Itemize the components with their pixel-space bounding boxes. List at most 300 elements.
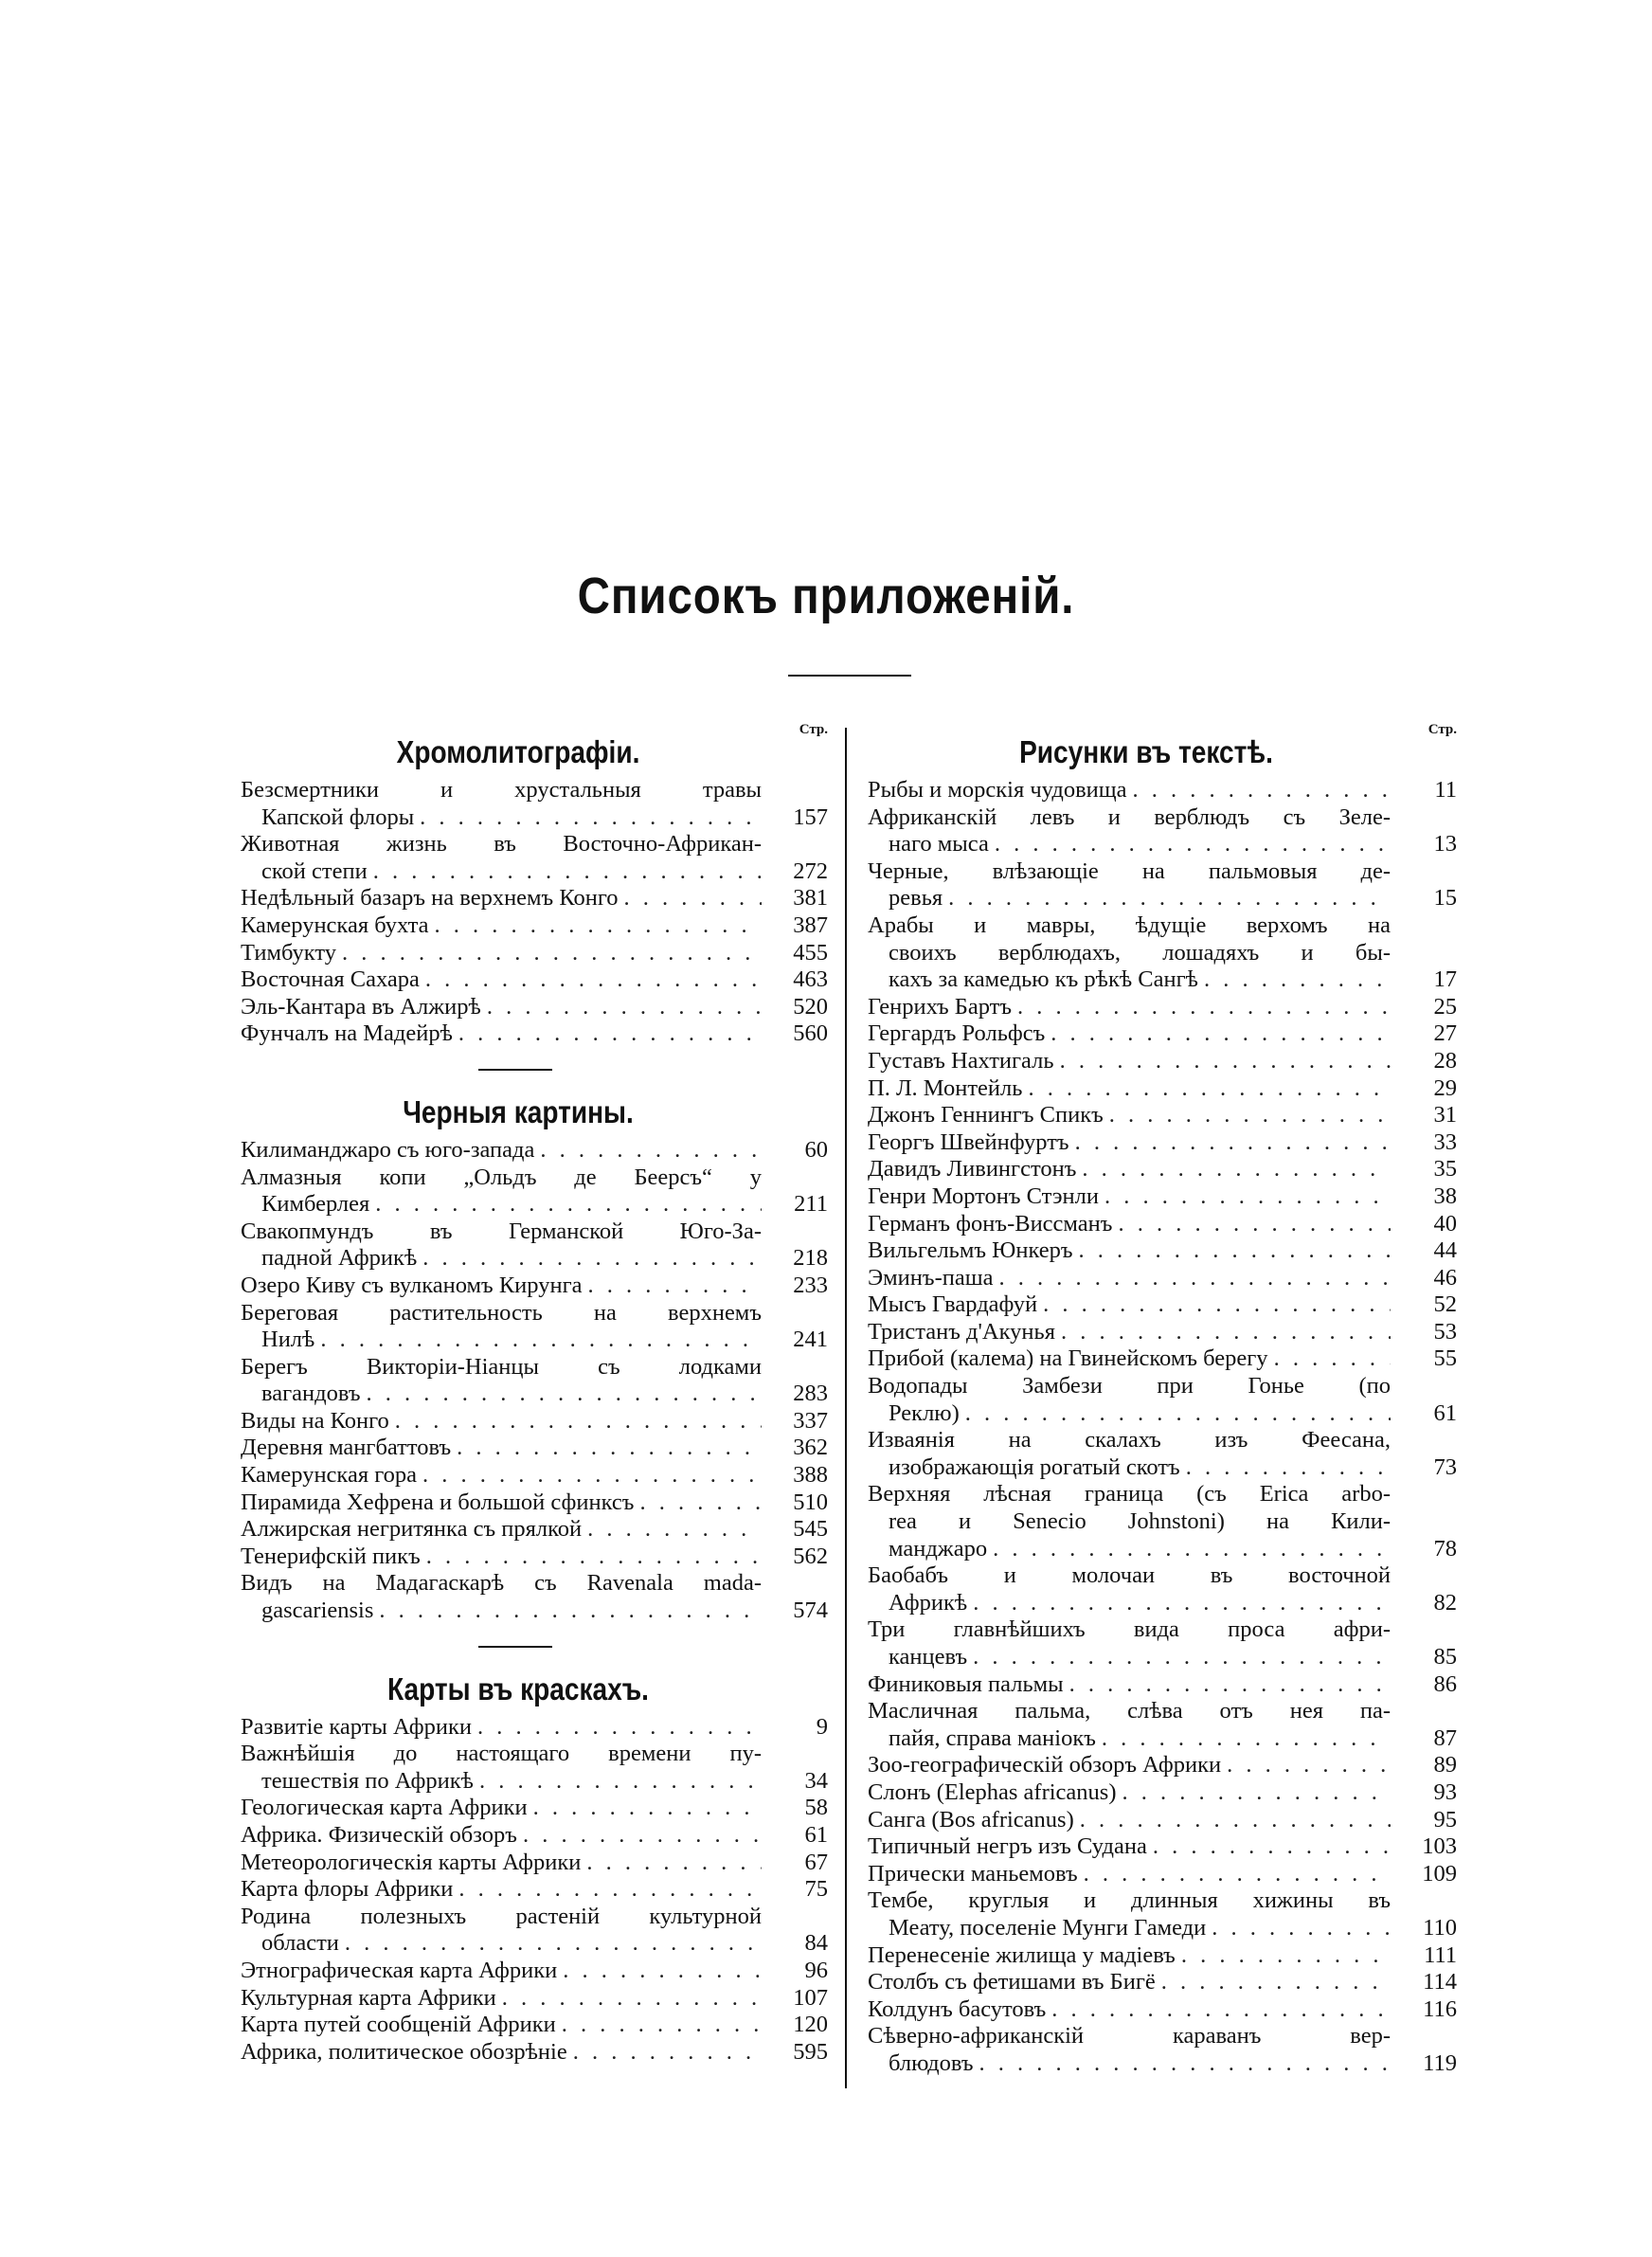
page-number: 111	[1424, 1941, 1457, 1968]
entry-text: Озеро Киву съ вулканомъ Кирунга	[241, 1272, 583, 1298]
dot-leader	[556, 2012, 762, 2039]
entry-text: Генри Мортонъ Стэнли	[868, 1183, 1099, 1209]
entry-line	[241, 1245, 762, 1273]
page-number: 55	[1433, 1345, 1457, 1372]
entry-text: Эль-Кантара въ Алжирѣ	[241, 993, 481, 1020]
entry-line	[868, 1454, 1391, 1482]
toc-entry	[868, 1291, 1457, 1319]
entry-text: Перенесенiе жилища у мадiевъ	[868, 1941, 1176, 1968]
toc-entry	[868, 1942, 1457, 1970]
page-number: 574	[793, 1598, 828, 1624]
entry-text: Масличная пальма, слѣва отъ нея па-	[868, 1698, 1391, 1724]
entry-line	[241, 1408, 762, 1435]
toc-entry	[868, 1616, 1457, 1670]
entry-line	[868, 1698, 1391, 1725]
toc-entry	[868, 1562, 1457, 1616]
entry-text: Важнѣйшiя до настоящаго времени пу-	[241, 1741, 762, 1767]
dot-leader	[389, 1408, 762, 1435]
entry-text: Видъ на Мадагаскарѣ съ Ravenala mada-	[241, 1570, 762, 1597]
page-number: 120	[793, 2012, 828, 2038]
entry-text: Георгъ Швейнфуртъ	[868, 1128, 1069, 1155]
entry-line	[868, 2023, 1391, 2050]
entry-line	[868, 1725, 1391, 1753]
toc-entry	[868, 1373, 1457, 1427]
dot-leader	[373, 1598, 762, 1625]
dot-leader	[472, 1714, 762, 1742]
entry-text: Верхняя лѣсная граница (съ Erica arbo-	[868, 1481, 1391, 1508]
page-number: 84	[804, 1930, 828, 1957]
dot-leader	[1012, 994, 1391, 1021]
page-number: 387	[793, 912, 828, 938]
entry-line	[241, 804, 762, 832]
page-number: 13	[1433, 831, 1457, 858]
dot-leader	[429, 912, 762, 940]
toc-entry	[241, 1714, 828, 1742]
page-column-label: Стр.	[799, 722, 828, 737]
dot-leader	[339, 1930, 762, 1958]
entry-line	[868, 777, 1391, 804]
entry-line	[868, 1996, 1391, 2024]
page-number: 35	[1433, 1156, 1457, 1183]
toc-entry	[868, 1807, 1457, 1834]
entry-line	[241, 1354, 762, 1381]
dot-leader	[987, 1536, 1391, 1563]
entry-text: вагандовъ	[261, 1381, 361, 1407]
entry-line	[241, 1768, 762, 1796]
page-number: 31	[1433, 1102, 1457, 1128]
entry-line	[868, 1887, 1391, 1915]
entry-text: Германъ фонъ-Виссманъ	[868, 1210, 1113, 1237]
entry-text: тешествiя по Африкѣ	[261, 1767, 474, 1794]
dot-leader	[583, 1273, 763, 1300]
entry-text: Баобабъ и молочаи въ восточной	[868, 1562, 1391, 1589]
toc-entry	[868, 858, 1457, 912]
toc-entry	[868, 1779, 1457, 1807]
dot-leader	[989, 831, 1391, 858]
entry-line	[868, 1211, 1391, 1238]
page-number: 272	[793, 858, 828, 884]
page-number: 103	[1422, 1833, 1457, 1860]
toc-entry	[868, 1833, 1457, 1861]
section-heading: Черныя картины.	[403, 1093, 634, 1129]
entry-line	[868, 994, 1391, 1021]
toc-entry	[241, 1570, 828, 1624]
toc-entry	[868, 1752, 1457, 1779]
page-number: 29	[1433, 1074, 1457, 1101]
toc-entry	[241, 940, 828, 967]
entry-text: Густавъ Нахтигаль	[868, 1047, 1054, 1074]
toc-entry	[868, 2023, 1457, 2077]
page-number: 96	[804, 1957, 828, 1983]
entry-line	[868, 1671, 1391, 1699]
entry-text: кахъ за камедью къ рѣкѣ Сангѣ	[889, 966, 1198, 993]
entry-line	[868, 1915, 1391, 1942]
toc-entry	[241, 885, 828, 912]
entry-text: Африка. Физическiй обзоръ	[241, 1822, 517, 1848]
page-number: 61	[1433, 1399, 1457, 1426]
entry-line	[868, 1048, 1391, 1075]
entry-text: Животная жизнь въ Восточно-Африкан-	[241, 831, 762, 858]
entry-line	[241, 1850, 762, 1877]
dot-leader	[417, 1245, 762, 1273]
dot-leader	[517, 1822, 762, 1850]
entry-text: области	[261, 1930, 339, 1957]
dot-leader	[993, 1265, 1391, 1292]
entry-line	[868, 1129, 1391, 1157]
entry-text: rea и Senecio Johnstoni) на Кили-	[889, 1508, 1391, 1535]
toc-entry	[868, 1075, 1457, 1103]
entry-line	[868, 1020, 1391, 1048]
entry-text: Прибой (калема) на Гвинейскомъ берегу	[868, 1345, 1268, 1372]
entry-text: gascariensis	[261, 1598, 374, 1624]
page-number: 17	[1433, 966, 1457, 993]
page-column-label: Стр.	[1428, 722, 1457, 737]
dot-leader	[582, 1516, 762, 1544]
section-divider	[478, 1646, 552, 1648]
entry-line	[241, 1516, 762, 1544]
entry-text: Алмазныя копи „Ольдъ де Беерсъ“ у	[241, 1164, 762, 1190]
toc-entry	[241, 1273, 828, 1300]
toc-entry	[868, 1861, 1457, 1888]
entry-line	[241, 777, 762, 804]
toc-entry	[241, 831, 828, 885]
dot-leader	[528, 1795, 762, 1822]
dot-leader	[1198, 966, 1391, 994]
entry-line	[241, 1137, 762, 1165]
entry-line	[868, 1807, 1391, 1834]
page-number: 211	[794, 1191, 828, 1218]
dot-leader	[960, 1400, 1391, 1428]
dot-leader	[481, 994, 762, 1021]
toc-entry	[241, 1219, 828, 1273]
entry-text: Берегъ Викторiи-Нiанцы съ лодками	[241, 1353, 762, 1380]
toc-entry	[868, 1427, 1457, 1481]
entry-line	[868, 1508, 1391, 1536]
page-number: 73	[1433, 1454, 1457, 1480]
entry-text: Реклю)	[889, 1399, 960, 1426]
page-number: 53	[1433, 1318, 1457, 1345]
entry-text: Камерунская бухта	[241, 912, 429, 938]
entry-text: Джонъ Геннингъ Спикъ	[868, 1102, 1104, 1128]
dot-leader	[534, 1137, 762, 1165]
left-column	[241, 722, 828, 2066]
entry-text: Изваянiя на скалахъ изъ Феесана,	[868, 1427, 1391, 1454]
page-number: 44	[1433, 1237, 1457, 1264]
entry-line	[868, 1237, 1391, 1265]
entry-line	[868, 1752, 1391, 1779]
toc-entry	[868, 1265, 1457, 1292]
entry-line	[241, 1714, 762, 1742]
toc-entry	[868, 1319, 1457, 1346]
page-number: 562	[793, 1543, 828, 1569]
toc-entry	[868, 1481, 1457, 1562]
dot-leader	[336, 940, 762, 967]
page-number: 46	[1433, 1264, 1457, 1291]
entry-line	[241, 1985, 762, 2013]
entry-line	[241, 1381, 762, 1408]
toc-entry	[241, 966, 828, 994]
entry-text: Три главнѣйшихъ вида проса афри-	[868, 1616, 1391, 1643]
dot-leader	[417, 1462, 762, 1490]
page-number: 520	[793, 993, 828, 1020]
entry-line	[241, 1741, 762, 1768]
toc-entry	[241, 1516, 828, 1544]
page-number: 510	[793, 1489, 828, 1515]
dot-leader	[1206, 1915, 1391, 1942]
entry-text: Типичный негръ изъ Судана	[868, 1833, 1147, 1860]
dot-leader	[1176, 1942, 1391, 1970]
entry-text: Черные, влѣзающiе на пальмовыя де-	[868, 858, 1391, 884]
entry-text: Фунчалъ на Мадейрѣ	[241, 1020, 453, 1047]
dot-leader	[581, 1850, 762, 1877]
entry-line	[868, 1969, 1391, 1996]
toc-entry	[868, 1102, 1457, 1129]
page-number: 89	[1433, 1752, 1457, 1779]
page-number: 87	[1433, 1724, 1457, 1751]
toc-entry	[868, 1345, 1457, 1373]
entry-text: Санга (Bos africanus)	[868, 1806, 1074, 1833]
entry-line	[241, 1904, 762, 1931]
entry-text: Безсмертники и хрустальныя травы	[241, 777, 762, 803]
entry-text: блюдовъ	[889, 2049, 974, 2076]
dot-leader	[453, 1876, 762, 1904]
dot-leader	[368, 858, 762, 886]
right-column	[868, 722, 1457, 2078]
dot-leader	[973, 2050, 1391, 2078]
page-number: 109	[1422, 1860, 1457, 1887]
toc-entry	[868, 777, 1457, 804]
entry-text: Этнографическая карта Африки	[241, 1957, 558, 1983]
entry-text: ской степи	[261, 858, 368, 884]
entry-line	[868, 831, 1391, 858]
toc-entry	[868, 1887, 1457, 1941]
page-number: 52	[1433, 1291, 1457, 1318]
entry-text: П. Л. Монтейль	[868, 1074, 1023, 1101]
entry-text: падной Африкѣ	[261, 1245, 418, 1272]
toc-entry	[868, 912, 1457, 994]
toc-entry	[241, 1985, 828, 2013]
page-number: 381	[793, 885, 828, 912]
entry-line	[868, 1833, 1391, 1861]
dot-leader	[474, 1768, 762, 1796]
entry-text: Культурная карта Африки	[241, 1984, 496, 2011]
entry-line	[868, 1562, 1391, 1590]
toc-entry	[241, 1165, 828, 1219]
dot-leader	[943, 885, 1391, 912]
entry-text: Генрихъ Бартъ	[868, 993, 1013, 1020]
dot-leader	[1127, 777, 1391, 804]
toc-entry	[241, 2039, 828, 2067]
dot-leader	[967, 1590, 1391, 1617]
entry-text: Развитiе карты Африки	[241, 1713, 473, 1740]
left-sections	[241, 733, 828, 2066]
dot-leader	[1221, 1752, 1391, 1779]
toc-entry	[868, 1183, 1457, 1211]
entry-text: Недѣльный базаръ на верхнемъ Конго	[241, 885, 619, 912]
dot-leader	[1180, 1454, 1391, 1482]
page-number: 33	[1433, 1128, 1457, 1155]
entry-line	[868, 1183, 1391, 1211]
entry-line	[241, 994, 762, 1021]
entry-line	[241, 2039, 762, 2067]
dot-leader	[421, 1544, 762, 1571]
toc-entry	[868, 1211, 1457, 1238]
dot-leader	[1037, 1291, 1391, 1319]
dot-leader	[414, 804, 762, 832]
page-number: 595	[793, 2038, 828, 2065]
dot-leader	[1104, 1102, 1391, 1129]
toc-entry	[241, 1795, 828, 1822]
entry-line	[241, 1273, 762, 1300]
entry-line	[868, 1427, 1391, 1454]
entry-line	[868, 804, 1391, 832]
entry-text: Рыбы и морскiя чудовища	[868, 777, 1127, 803]
entry-text: Береговая растительность на верхнемъ	[241, 1299, 762, 1326]
dot-leader	[1112, 1211, 1391, 1238]
toc-entry	[868, 1698, 1457, 1752]
page-title: Списокъ приложенiй.	[577, 568, 1075, 624]
page-number: 78	[1433, 1535, 1457, 1562]
entry-line	[241, 1462, 762, 1490]
entry-line	[241, 1327, 762, 1354]
dot-leader	[1054, 1048, 1391, 1075]
toc-entry	[241, 1822, 828, 1850]
page-number: 82	[1433, 1589, 1457, 1616]
page-number: 241	[793, 1327, 828, 1353]
page-number: 116	[1423, 1995, 1457, 2022]
entry-text: Кимберлея	[261, 1191, 370, 1218]
dot-leader	[1099, 1183, 1391, 1211]
dot-leader	[1073, 1237, 1391, 1265]
entry-line	[241, 912, 762, 940]
dot-leader	[1147, 1833, 1391, 1861]
entry-line	[241, 1598, 762, 1625]
dot-leader	[1117, 1779, 1391, 1807]
entry-text: Слонъ (Elephas africanus)	[868, 1779, 1117, 1805]
entry-text: Столбъ съ фетишами въ Бигё	[868, 1969, 1156, 1995]
entry-text: Метеорологическiя карты Африки	[241, 1849, 582, 1875]
entry-text: Карта путей сообщенiй Африки	[241, 2012, 556, 2038]
page-number: 95	[1433, 1806, 1457, 1833]
entry-line	[868, 966, 1391, 994]
entry-line	[241, 1435, 762, 1462]
entry-text: Капской флоры	[261, 803, 415, 830]
page-number: 11	[1434, 777, 1457, 803]
entry-line	[241, 1930, 762, 1958]
dot-leader	[369, 1191, 762, 1219]
page-number: 233	[793, 1272, 828, 1298]
toc-entry	[241, 1490, 828, 1517]
entry-text: Африканскiй левъ и верблюдъ съ Зеле-	[868, 803, 1391, 830]
page-number: 455	[793, 939, 828, 966]
entry-text: Прически маньемовъ	[868, 1860, 1078, 1887]
dot-leader	[1055, 1319, 1391, 1346]
dot-leader	[361, 1381, 763, 1408]
dot-leader	[1076, 1156, 1391, 1183]
entry-text: наго мыса	[889, 831, 989, 858]
page-number: 283	[793, 1381, 828, 1407]
entry-text: пайя, справа манiокъ	[889, 1724, 1096, 1751]
entry-text: канцевъ	[889, 1644, 968, 1670]
entry-line	[241, 858, 762, 886]
entry-line	[868, 1861, 1391, 1888]
dot-leader	[634, 1490, 762, 1517]
toc-entry	[868, 1048, 1457, 1075]
entry-text: Геологическая карта Африки	[241, 1795, 528, 1821]
dot-leader	[314, 1327, 762, 1354]
toc-entry	[241, 1904, 828, 1958]
toc-entry	[241, 1741, 828, 1795]
entry-text: Нилѣ	[261, 1327, 315, 1353]
entry-text: Финиковыя пальмы	[868, 1670, 1064, 1697]
entry-text: Зоо-географическiй обзоръ Африки	[868, 1752, 1222, 1779]
toc-entry	[241, 1408, 828, 1435]
entry-text: Виды на Конго	[241, 1407, 389, 1434]
entry-text: Водопады Замбези при Гонье (по	[868, 1373, 1391, 1399]
entry-line	[868, 1156, 1391, 1183]
entry-text: Деревня мангбаттовъ	[241, 1435, 452, 1461]
entry-text: Тембе, круглыя и длинныя хижины въ	[868, 1887, 1391, 1914]
section-divider	[478, 1069, 552, 1071]
entry-line	[868, 940, 1391, 967]
toc-entry	[241, 1876, 828, 1904]
entry-line	[241, 831, 762, 858]
dot-leader	[420, 966, 762, 994]
page-number: 25	[1433, 993, 1457, 1020]
entry-line	[868, 1345, 1391, 1373]
entry-line	[241, 1795, 762, 1822]
toc-entry	[241, 912, 828, 940]
entry-line	[868, 1400, 1391, 1428]
toc-entry	[868, 1969, 1457, 1996]
entry-line	[241, 1219, 762, 1246]
dot-leader	[619, 885, 762, 912]
toc-entry	[241, 1462, 828, 1490]
page-number: 119	[1423, 2049, 1457, 2076]
entry-text: Камерунская гора	[241, 1462, 418, 1489]
page-number: 27	[1433, 1020, 1457, 1047]
entry-line	[868, 1265, 1391, 1292]
toc-entry	[868, 994, 1457, 1021]
entry-line	[868, 1075, 1391, 1103]
toc-entry	[868, 1020, 1457, 1048]
page-number: 86	[1433, 1670, 1457, 1697]
toc-entry	[868, 1156, 1457, 1183]
entry-line	[868, 885, 1391, 912]
dot-leader	[1069, 1129, 1391, 1157]
entry-line	[241, 966, 762, 994]
entry-line	[868, 1291, 1391, 1319]
page-number: 75	[804, 1876, 828, 1903]
entry-line	[241, 1300, 762, 1327]
entry-text: Эминъ-паша	[868, 1264, 994, 1291]
entry-line	[868, 1373, 1391, 1400]
entry-text: ревья	[889, 885, 943, 912]
entry-text: Гергардъ Рольфсъ	[868, 1020, 1046, 1047]
entry-line	[868, 912, 1391, 940]
entry-text: Вильгельмъ Юнкеръ	[868, 1237, 1073, 1264]
entry-line	[868, 1779, 1391, 1807]
title-rule	[788, 675, 911, 677]
page-number: 38	[1433, 1183, 1457, 1209]
dot-leader	[496, 1985, 762, 2013]
dot-leader	[1045, 1020, 1391, 1048]
entry-text: манджаро	[889, 1535, 988, 1562]
toc-entry	[241, 1544, 828, 1571]
page-number: 40	[1433, 1210, 1457, 1237]
page-number: 110	[1423, 1914, 1457, 1941]
page-number: 463	[793, 966, 828, 993]
